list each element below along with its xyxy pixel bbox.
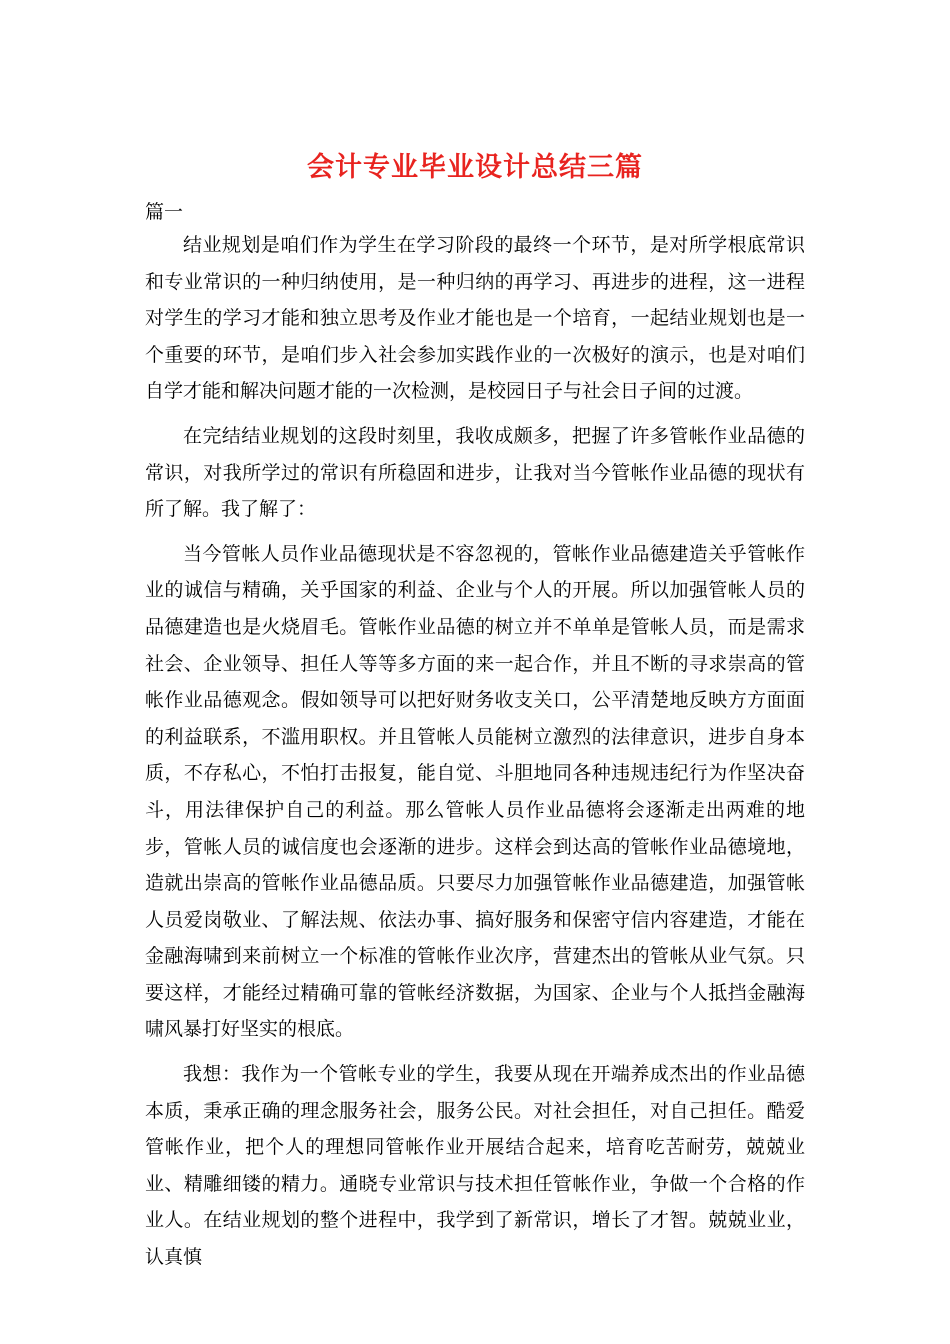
paragraph: 当今管帐人员作业品德现状是不容忽视的，管帐作业品德建造关乎管帐作业的诚信与精确，关乎国家的利益、企业与个人的开展。所以加强管帐人员的品德建造也是火烧眉毛。管帐作业品德的树立并不单单是管帐人员，而是需求社会、企业领导、担任人等等多方面的来一起合作，并且不断的寻求崇高的管帐作业品德观念。假如领导可以把好财务收支关口，公平清楚地反映方方面面的利益联系，不滥用职权。并且管帐人员能树立激烈的法律意识，进步自身本质，不存私心，不怕打击报复，能自觉、斗胆地同各种违规违纪行为作坚决奋斗，用法律保护自己的利益。那么管帐人员作业品德将会逐渐走出两难的地步，管帐人员的诚信度也会逐渐的进步。这样会到达高的管帐作业品德境地，造就出崇高的管帐作业品德品质。只要尽力加强管帐作业品德建造，加强管帐人员爱岗敬业、了解法规、依法办事、搞好服务和保密守信内容建造，才能在金融海啸到来前树立一个标准的管帐作业次序，营建杰出的管帐从业气氛。只要这样，才能经过精确可靠的管帐经济数据，为国家、企业与个人抵挡金融海啸风暴打好坚实的根底。 xyxy=(145,542,805,1041)
paragraph: 在完结结业规划的这段时刻里，我收成颇多，把握了许多管帐作业品德的常识，对我所学过的常识有所稳固和进步，让我对当今管帐作业品德的现状有所了解。我了解了： xyxy=(145,424,805,521)
paragraph: 我想：我作为一个管帐专业的学生，我要从现在开端养成杰出的作业品德本质，秉承正确的理念服务社会，服务公民。对社会担任，对自己担任。酷爱管帐作业，把个人的理想同管帐作业开展结合起来，培育吃苦耐劳，兢兢业业、精雕细镂的精力。通晓专业常识与技术担任管帐作业，争做一个合格的作业人。在结业规划的整个进程中，我学到了新常识，增长了才智。兢兢业业，认真慎 xyxy=(145,1063,805,1269)
document-body xyxy=(145,227,805,1276)
document-title: 会计专业毕业设计总结三篇 xyxy=(307,152,643,183)
section-label: 篇一 xyxy=(145,201,184,223)
paragraph: 结业规划是咱们作为学生在学习阶段的最终一个环节，是对所学根底常识和专业常识的一种归纳使用，是一种归纳的再学习、再进步的进程，这一进程对学生的学习才能和独立思考及作业才能也是一个培育，一起结业规划也是一个重要的环节，是咱们步入社会参加实践作业的一次极好的演示，也是对咱们自学才能和解决问题才能的一次检测，是校园日子与社会日子间的过渡。 xyxy=(145,234,805,403)
